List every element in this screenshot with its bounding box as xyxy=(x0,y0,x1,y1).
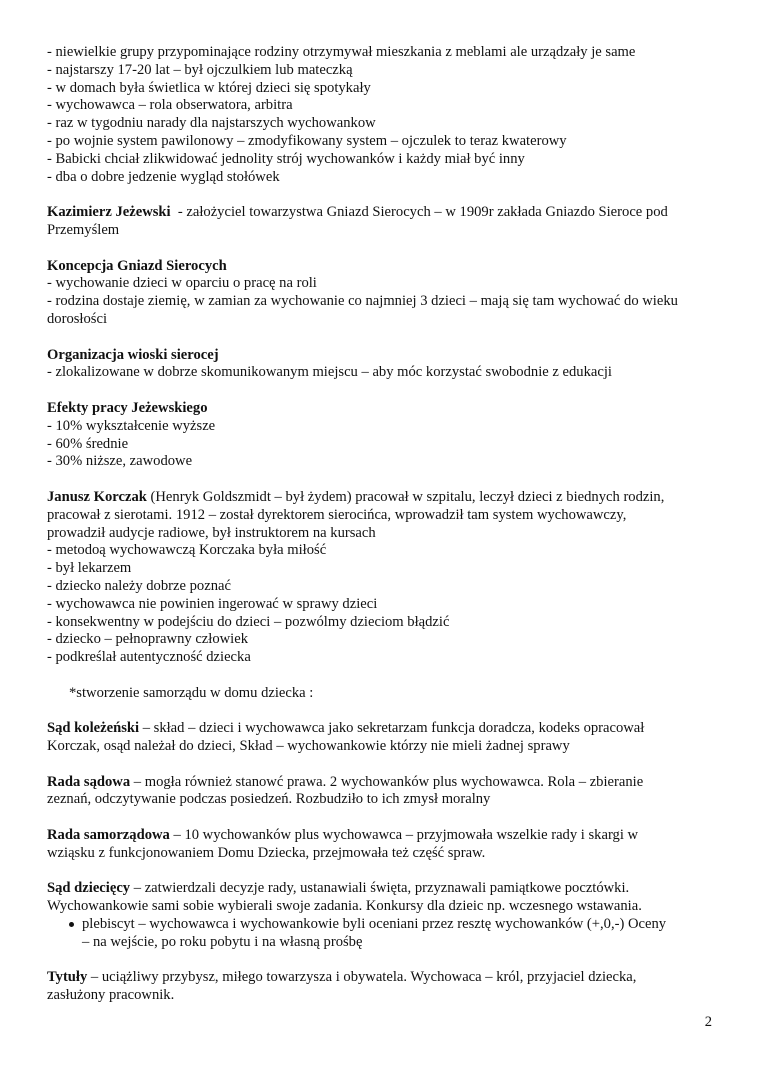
list-item: - najstarszy 17-20 lat – był ojczulkiem lub mateczką xyxy=(47,61,353,78)
korczak-name: Janusz Korczak xyxy=(47,488,147,505)
sad-kolezenski-name: Sąd koleżeński xyxy=(47,720,140,737)
rada-samorzadowa-text: – 10 wychowanków plus wychowawca – przyjmowała wszelkie rady i skargi w xyxy=(169,827,639,844)
sad-dzieciecy-text-cont: Wychowankowie sami sobie wybierali swoje zadania. Konkursy dla dzieic np. wczesnego wstawania. xyxy=(47,898,642,915)
rada-samorzadowa-text-cont: wziąsku z funkcjonowaniem Domu Dziecka, przejmowała też część spraw. xyxy=(47,844,486,861)
rada-samorzadowa-paragraph xyxy=(47,827,719,863)
tytuly-text-cont: zasłużony pracownik. xyxy=(47,987,175,1004)
list-item: - metodoą wychowawczą Korczaka była miłość xyxy=(47,542,327,559)
list-item: - konsekwentny w podejściu do dzieci – pozwólmy dzieciom błądzić xyxy=(47,613,450,630)
list-item: - dba o dobre jedzenie wygląd stołówek xyxy=(47,168,280,185)
list-item: - Babicki chciał zlikwidować jednolity strój wychowanków i każdy miał być inny xyxy=(47,150,525,167)
korczak-text-cont: prowadził audycje radiowe, był instruktorem na kursach xyxy=(47,524,376,541)
rada-sadowa-name: Rada sądowa xyxy=(47,773,131,790)
list-item: - 60% średnie xyxy=(47,435,129,452)
tytuly-paragraph xyxy=(47,969,719,1005)
korczak-text: (Henryk Goldszmidt – był żydem) pracował w szpitalu, leczył dzieci z biednych rodzin, xyxy=(146,488,665,505)
list-item: - rodzina dostaje ziemię, w zamian za wychowanie co najmniej 3 dzieci – mają się tam wychować do wieku xyxy=(47,293,678,310)
jezewski-name: Kazimierz Jeżewski xyxy=(47,204,171,221)
jezewski-text-cont: Przemyślem xyxy=(47,221,120,238)
koncepcja-section xyxy=(47,258,719,329)
bullet-text: plebiscyt – wychowawca i wychowankowie byli oceniani przez resztę wychowanków (+,0,-) Oceny xyxy=(82,916,667,933)
list-item: - był lekarzem xyxy=(47,560,132,577)
bullet-item xyxy=(47,916,719,952)
rada-sadowa-text-cont: zeznań, odczytywanie podczas posiedzeń. Rozbudziło to ich zmysł moralny xyxy=(47,791,491,808)
list-item: - dziecko – pełnoprawny człowiek xyxy=(47,631,248,648)
list-item: - niewielkie grupy przypominające rodziny otrzymywał mieszkania z meblami ale urządzały je same xyxy=(47,44,636,60)
bullet-icon xyxy=(69,922,74,927)
korczak-text-cont: pracował z sierotami. 1912 – został dyrektorem sierocińca, wprowadził tam system wychowawczy, xyxy=(47,506,627,523)
list-item: - 30% niższe, zawodowe xyxy=(47,453,193,470)
samorzad-note: *stworzenie samorządu w domu dziecka : xyxy=(69,684,314,701)
organizacja-section xyxy=(47,347,719,383)
list-item: - dziecko należy dobrze poznać xyxy=(47,577,231,594)
sad-dzieciecy-paragraph xyxy=(47,880,719,951)
list-item: - wychowawca nie powinien ingerować w sprawy dzieci xyxy=(47,595,378,612)
efekty-section xyxy=(47,400,719,471)
intro-list xyxy=(47,44,719,186)
organizacja-heading: Organizacja wioski sierocej xyxy=(47,346,219,363)
list-item: - wychowanie dzieci w oparciu o pracę na roli xyxy=(47,275,317,292)
tytuly-text: – uciążliwy przybysz, miłego towarzysza i obywatela. Wychowaca – król, przyjaciel dziecka, xyxy=(87,969,637,986)
jezewski-text: - założyciel towarzystwa Gniazd Sierocych – w 1909r zakłada Gniazdo Sieroce pod xyxy=(170,204,668,221)
koncepcja-heading: Koncepcja Gniazd Sierocych xyxy=(47,257,227,274)
list-item: - wychowawca – rola obserwatora, arbitra xyxy=(47,97,293,114)
sad-kolezenski-text: – skład – dzieci i wychowawca jako sekretarzam funkcja doradcza, kodeks opracował xyxy=(139,720,645,737)
sad-kolezenski-paragraph xyxy=(47,720,719,756)
sad-dzieciecy-text: – zatwierdzali decyzje rady, ustanawiali święta, przyznawali pamiątkowe pocztówki. xyxy=(130,880,630,897)
jezewski-paragraph xyxy=(47,204,719,240)
tytuly-name: Tytuły xyxy=(47,969,88,986)
page-number: 2 xyxy=(704,1014,712,1030)
sad-kolezenski-text-cont: Korczak, osąd należał do dzieci, Skład – wychowankowie którzy nie mieli żadnej sprawy xyxy=(47,738,570,755)
list-item: dorosłości xyxy=(47,310,107,327)
korczak-section xyxy=(47,489,719,667)
rada-samorzadowa-name: Rada samorządowa xyxy=(47,827,170,844)
bullet-text-cont: – na wejście, po roku pobytu i na własną prośbę xyxy=(82,933,363,950)
rada-sadowa-text: – mogła również stanowć prawa. 2 wychowanków plus wychowawca. Rola – zbieranie xyxy=(130,773,644,790)
list-item: - w domach była świetlica w której dzieci się spotykały xyxy=(47,79,371,96)
list-item: - raz w tygodniu narady dla najstarszych wychowankow xyxy=(47,115,376,132)
rada-sadowa-paragraph xyxy=(47,774,719,810)
sad-dzieciecy-name: Sąd dziecięcy xyxy=(47,880,131,897)
list-item: - po wojnie system pawilonowy – zmodyfikowany system – ojczulek to teraz kwaterowy xyxy=(47,132,567,149)
list-item: - podkreślał autentyczność dziecka xyxy=(47,649,251,666)
document-page xyxy=(47,44,719,1005)
list-item: - zlokalizowane w dobrze skomunikowanym miejscu – aby móc korzystać swobodnie z edukacji xyxy=(47,364,612,381)
list-item: - 10% wykształcenie wyższe xyxy=(47,417,216,434)
efekty-heading: Efekty pracy Jeżewskiego xyxy=(47,399,208,416)
